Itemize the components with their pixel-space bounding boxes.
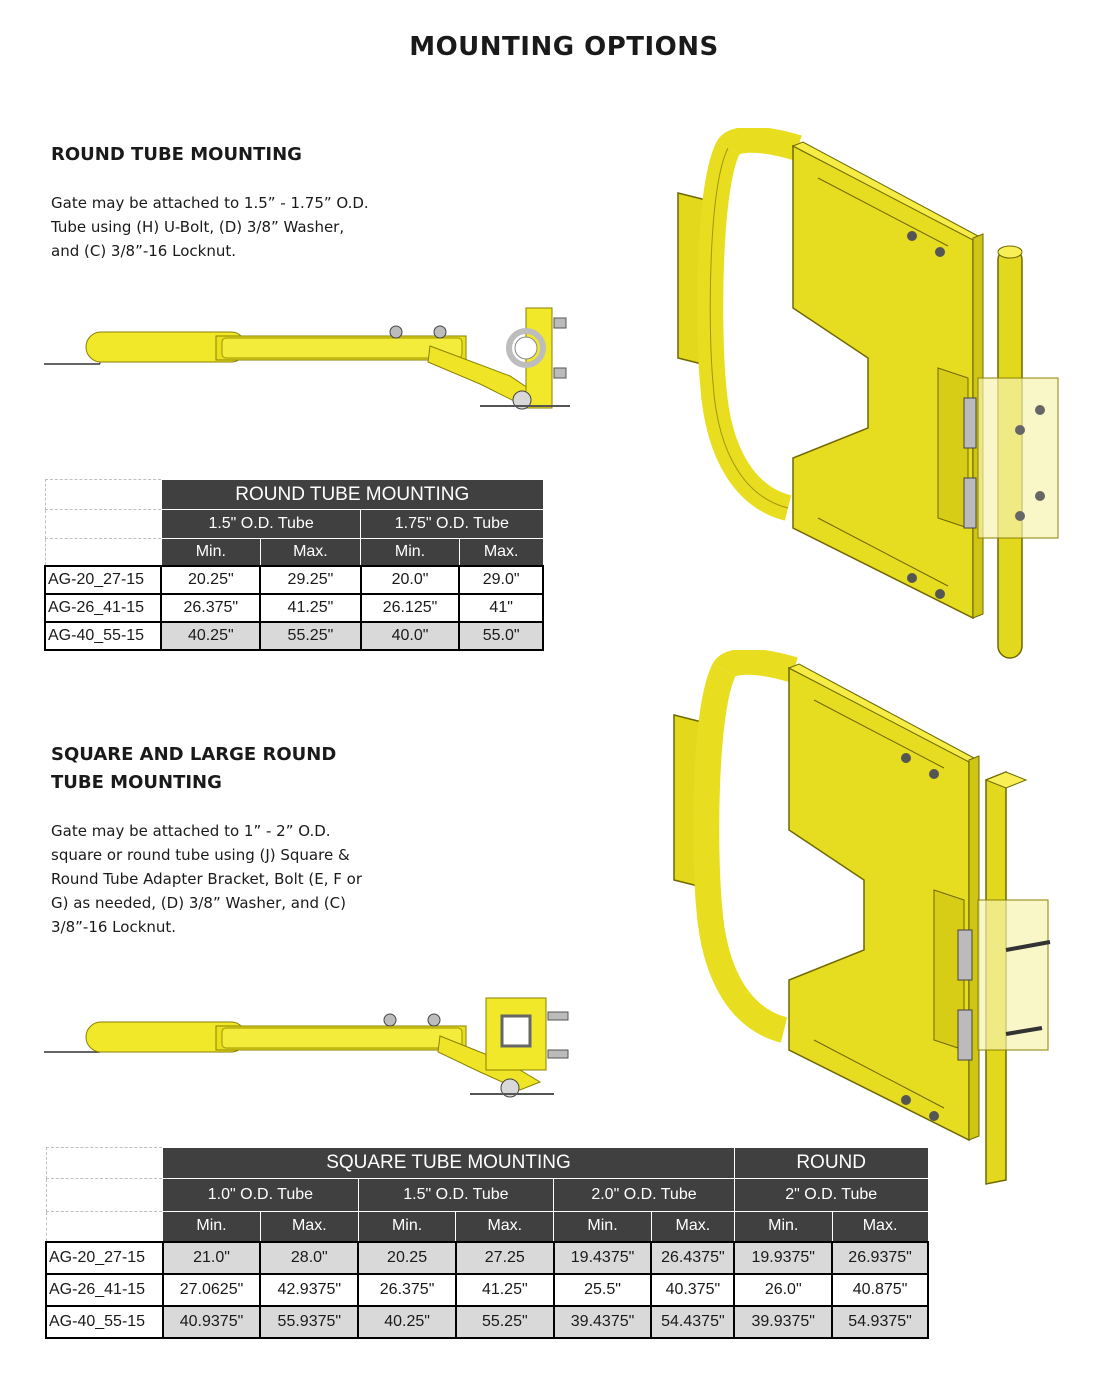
value-cell: 40.25" (161, 622, 260, 650)
max-header: Max. (260, 1212, 358, 1242)
table-row (46, 1274, 928, 1306)
table-title: SQUARE TUBE MOUNTING (163, 1148, 735, 1179)
round-section-heading: ROUND TUBE MOUNTING (51, 144, 302, 165)
value-cell: 55.0" (459, 622, 543, 650)
text-line: Tube using (H) U-Bolt, (D) 3/8” Washer, (51, 218, 345, 236)
value-cell: 40.875" (832, 1274, 928, 1306)
heading-line: SQUARE AND LARGE ROUND (51, 744, 337, 765)
table-corner (45, 510, 161, 539)
text-line: G) as needed, (D) 3/8” Washer, and (C) (51, 894, 346, 912)
value-cell: 26.375" (161, 594, 260, 622)
value-cell: 55.25" (456, 1306, 554, 1338)
square-section-description (51, 819, 362, 939)
min-header: Min. (554, 1212, 652, 1242)
text-line: Gate may be attached to 1” - 2” O.D. (51, 822, 331, 840)
table-corner (46, 1212, 163, 1242)
column-group-header: 2.0" O.D. Tube (554, 1179, 735, 1212)
value-cell: 40.0" (361, 622, 460, 650)
text-line: Round Tube Adapter Bracket, Bolt (E, F or (51, 870, 363, 888)
column-group-header: 1.0" O.D. Tube (163, 1179, 359, 1212)
square-section-heading (51, 741, 336, 797)
heading-line: TUBE MOUNTING (51, 772, 222, 793)
value-cell: 26.375" (358, 1274, 456, 1306)
value-cell: 21.0" (163, 1242, 261, 1274)
value-cell: 26.9375" (832, 1242, 928, 1274)
value-cell: 19.9375" (734, 1242, 832, 1274)
column-group-header: 1.75" O.D. Tube (361, 510, 543, 539)
value-cell: 19.4375" (554, 1242, 652, 1274)
value-cell: 28.0" (260, 1242, 358, 1274)
table-corner (45, 480, 161, 510)
model-cell: AG-20_27-15 (45, 566, 161, 594)
square-tube-top-view-illustration (40, 994, 600, 1106)
value-cell: 27.25 (456, 1242, 554, 1274)
model-cell: AG-20_27-15 (46, 1242, 163, 1274)
column-group-header: 1.5" O.D. Tube (161, 510, 360, 539)
table-row (46, 1306, 928, 1338)
table-row (45, 622, 543, 650)
value-cell: 41" (459, 594, 543, 622)
text-line: 3/8”-16 Locknut. (51, 918, 177, 936)
model-cell: AG-26_41-15 (46, 1274, 163, 1306)
value-cell: 20.0" (361, 566, 460, 594)
table-title-round: ROUND (734, 1148, 928, 1179)
model-cell: AG-40_55-15 (46, 1306, 163, 1338)
value-cell: 41.25" (456, 1274, 554, 1306)
min-header: Min. (361, 539, 460, 566)
value-cell: 39.4375" (554, 1306, 652, 1338)
max-header: Max. (456, 1212, 554, 1242)
value-cell: 25.5" (554, 1274, 652, 1306)
max-header: Max. (459, 539, 543, 566)
table-title: ROUND TUBE MOUNTING (161, 480, 543, 510)
round-tube-mounting-table (44, 479, 544, 651)
value-cell: 55.9375" (260, 1306, 358, 1338)
round-section-description (51, 191, 369, 263)
round-tube-gate-isometric-illustration (668, 128, 1068, 668)
table-row (45, 594, 543, 622)
column-group-header: 1.5" O.D. Tube (358, 1179, 553, 1212)
value-cell: 29.25" (260, 566, 361, 594)
round-tube-top-view-illustration (40, 296, 600, 420)
model-cell: AG-40_55-15 (45, 622, 161, 650)
max-header: Max. (651, 1212, 734, 1242)
value-cell: 29.0" (459, 566, 543, 594)
value-cell: 40.9375" (163, 1306, 261, 1338)
value-cell: 54.9375" (832, 1306, 928, 1338)
value-cell: 54.4375" (651, 1306, 734, 1338)
value-cell: 39.9375" (734, 1306, 832, 1338)
value-cell: 20.25" (161, 566, 260, 594)
table-corner (46, 1148, 163, 1179)
square-tube-gate-isometric-illustration (666, 650, 1066, 1190)
min-header: Min. (358, 1212, 456, 1242)
value-cell: 27.0625" (163, 1274, 261, 1306)
min-header: Min. (163, 1212, 261, 1242)
page-title: MOUNTING OPTIONS (409, 32, 719, 62)
text-line: Gate may be attached to 1.5” - 1.75” O.D. (51, 194, 369, 212)
min-header: Min. (734, 1212, 832, 1242)
square-tube-mounting-table (45, 1147, 929, 1339)
table-row (46, 1242, 928, 1274)
value-cell: 26.4375" (651, 1242, 734, 1274)
value-cell: 40.25" (358, 1306, 456, 1338)
value-cell: 20.25 (358, 1242, 456, 1274)
value-cell: 55.25" (260, 622, 361, 650)
table-row (45, 566, 543, 594)
value-cell: 41.25" (260, 594, 361, 622)
value-cell: 26.125" (361, 594, 460, 622)
column-group-header: 2" O.D. Tube (734, 1179, 928, 1212)
max-header: Max. (832, 1212, 928, 1242)
table-corner (45, 539, 161, 566)
table-corner (46, 1179, 163, 1212)
min-header: Min. (161, 539, 260, 566)
text-line: square or round tube using (J) Square & (51, 846, 350, 864)
value-cell: 40.375" (651, 1274, 734, 1306)
max-header: Max. (260, 539, 361, 566)
text-line: and (C) 3/8”-16 Locknut. (51, 242, 236, 260)
model-cell: AG-26_41-15 (45, 594, 161, 622)
value-cell: 42.9375" (260, 1274, 358, 1306)
value-cell: 26.0" (734, 1274, 832, 1306)
